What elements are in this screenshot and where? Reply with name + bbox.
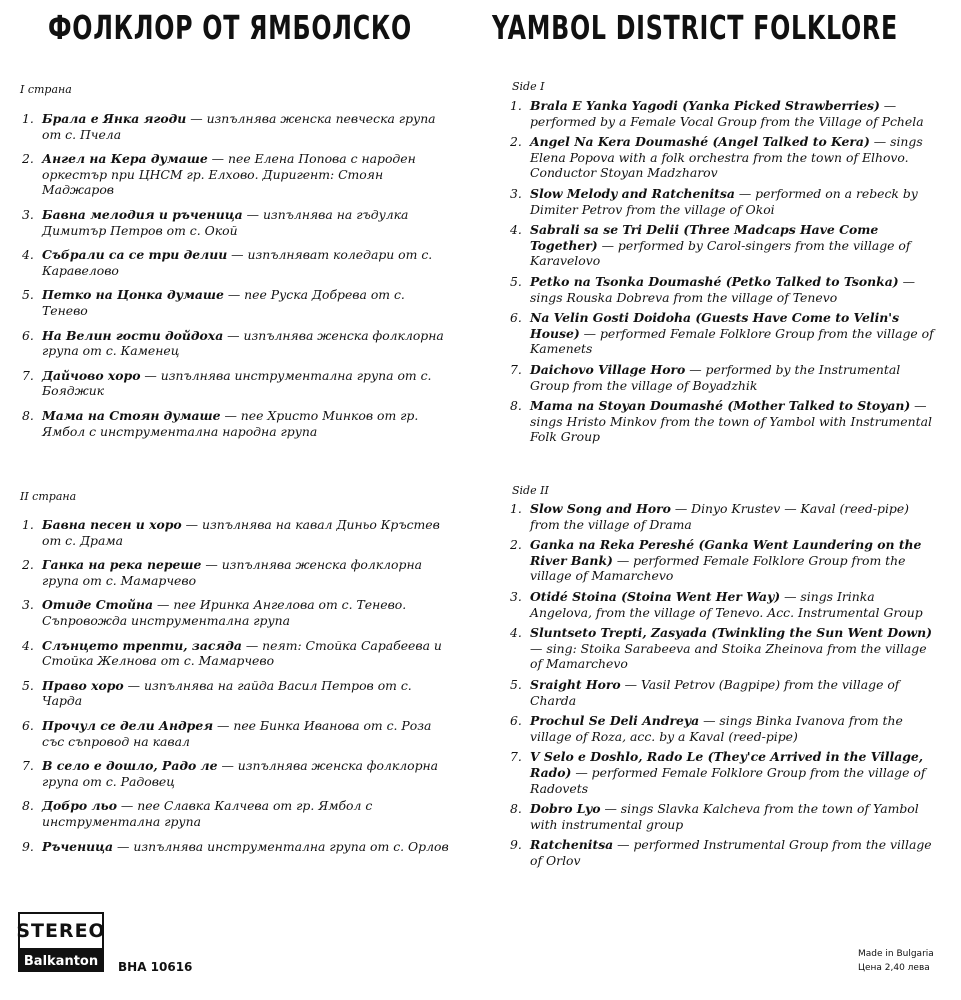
balkanton-logo-text: Balkanton [23, 953, 99, 969]
track-description: — пее Славка Калчева от гр. Ямбол с инструментална група [42, 798, 373, 829]
track-title: Sluntseto Trepti, Zasyada (Twinkling the Sun Went Down) [530, 625, 932, 641]
track-description: — изпълнява женска фолклорна група от с. Каменец [42, 327, 444, 359]
track-number: 3. [510, 185, 522, 201]
track-description: — пее Иринка Ангелова от с. Тенево. Съпровожда инструментална група [42, 597, 407, 628]
track-number: 4. [22, 247, 34, 263]
track-item [22, 798, 452, 829]
track-item [22, 718, 452, 749]
track-item [510, 713, 940, 744]
track-title: Ganka na Reka Pereshé (Ganka Went Laundering on the River Bank) [530, 537, 922, 568]
track-number: 1. [510, 501, 522, 516]
track-title: Дайчово хоро [42, 367, 141, 383]
made-in-price [858, 947, 934, 975]
track-item [22, 408, 452, 439]
track-title: На Велин гости дойдоха [42, 327, 224, 343]
track-item [22, 758, 452, 789]
track-number: 1. [22, 111, 34, 126]
track-description: — изпълнява на гайда Васил Петров от с. Чарда [42, 677, 412, 709]
made-in-label: Made in Bulgaria [858, 949, 934, 959]
track-description: — пее Елена Попова с народен оркестър при ЦНСМ гр. Елхово. Диригент: Стоян Маджаров [42, 151, 416, 198]
track-description: — performed by Carol-singers from the village of Karavelovo [530, 237, 911, 269]
track-item [22, 678, 452, 709]
english-side-1-track-list [510, 98, 940, 445]
track-number: 3. [22, 597, 34, 613]
track-title: Slow Song and Horo [530, 501, 671, 516]
track-description: — изпълнява на гъдулка Димитър Петров от с. Окой [42, 206, 409, 238]
track-title: Sabrali sa se Tri Delii (Three Madcaps Have Come Together) [530, 222, 879, 253]
english-side-2-label: Side II [512, 484, 549, 497]
track-number: 6. [22, 717, 34, 733]
bulgarian-side-1-track-list [22, 111, 452, 439]
track-description: — performed by the Instrumental Group from the village of Boyadzhik [530, 361, 901, 393]
track-number: 4. [510, 222, 522, 238]
track-item [510, 677, 940, 708]
track-number: 8. [510, 398, 522, 414]
track-description: — изпълнява на кавал Диньо Кръстев от с. Драма [42, 517, 440, 548]
track-title: Slow Melody and Ratchenitsa [530, 185, 735, 201]
track-number: 4. [510, 625, 522, 641]
bulgarian-side-1-label: I страна [20, 83, 72, 96]
track-number: 5. [510, 273, 522, 289]
track-item [510, 362, 940, 393]
track-item [22, 328, 452, 359]
track-item [22, 151, 452, 198]
track-title: Sraight Horo [530, 676, 621, 692]
bulgarian-side-2-label: II страна [20, 490, 77, 503]
track-title: Добро льо [42, 798, 117, 814]
track-description: — Dinyo Krustev — Kaval (reed-pipe) from the village of Drama [530, 501, 909, 532]
track-title: Petko na Tsonka Doumashé (Petko Talked to Tsonka) [530, 273, 899, 289]
track-item [22, 597, 452, 628]
track-description: — performed Female Folklore Group from the village of Mamarchevo [530, 552, 906, 584]
track-item [510, 801, 940, 832]
track-number: 2. [510, 134, 522, 150]
track-item [510, 398, 940, 445]
track-description: — пеят: Стойка Сарабеева и Стойка Желнова от с. Мамарчево [42, 637, 442, 669]
balkanton-logo [20, 950, 102, 972]
track-description: — sing: Stoika Sarabeeva and Stoika Zheinova from the village of Mamarchevo [530, 640, 927, 672]
track-number: 8. [22, 407, 34, 423]
track-item [510, 98, 940, 129]
track-title: Brala E Yanka Yagodi (Yanka Picked Strawberries) [530, 98, 880, 113]
stereo-logo-text: STEREO [16, 920, 106, 942]
bulgarian-title: ФОЛКЛОР ОТ ЯМБОЛСКО [48, 8, 412, 47]
catalog-number: BHA 10616 [118, 960, 193, 974]
track-title: Брала е Янка ягоди [42, 111, 187, 126]
track-description: — sings Binka Ivanova from the village of Roza, acc. by a Kaval (reed-pipe) [530, 713, 903, 744]
english-side-1-label: Side I [512, 80, 545, 93]
track-title: Mama na Stoyan Doumashé (Mother Talked to Stoyan) [530, 398, 911, 414]
track-item [22, 287, 452, 318]
track-item [22, 368, 452, 399]
track-description: — изпълнява женска фолклорна група от с. Радовец [42, 758, 439, 789]
track-item [510, 274, 940, 305]
track-item [510, 310, 940, 357]
track-number: 7. [510, 749, 522, 765]
track-description: — пее Бинка Иванова от с. Роза със съпровод на кавал [42, 717, 432, 749]
track-number: 2. [22, 557, 34, 573]
track-item [22, 207, 452, 238]
track-description: — sings Irinka Angelova, from the village of Tenevo. Acc. Instrumental Group [530, 588, 923, 620]
track-number: 9. [22, 838, 34, 854]
track-title: В село е дошло, Радо ле [42, 758, 218, 774]
track-description: — изпълнява инструментална група от с. Орлов [113, 838, 449, 854]
track-title: Бавна песен и хоро [42, 517, 182, 532]
track-title: Ангел на Кера думаше [42, 151, 208, 167]
track-number: 7. [510, 361, 522, 377]
track-description: — sings Rouska Dobreva from the village of Tenevo [530, 273, 915, 305]
track-item [510, 134, 940, 181]
track-number: 3. [22, 206, 34, 222]
track-title: Dobro Lyo [530, 801, 601, 817]
track-title: V Selo e Doshlo, Rado Le (They'ce Arrived in the Village, Rado) [530, 749, 924, 780]
track-number: 5. [22, 287, 34, 303]
track-item [510, 537, 940, 584]
track-description: — performed Female Folklore Group from the village of Kamenets [530, 325, 934, 357]
track-item [22, 839, 452, 855]
track-number: 1. [22, 517, 34, 532]
track-title: Слънцето трепти, засяда [42, 637, 242, 653]
track-number: 7. [22, 367, 34, 383]
track-title: Бавна мелодия и ръченица [42, 206, 243, 222]
bulgarian-side-2-track-list [22, 517, 452, 854]
track-number: 6. [22, 327, 34, 343]
track-number: 5. [510, 676, 522, 692]
track-description: — изпълнява инструментална група от с. Бояджик [42, 367, 432, 399]
track-item [22, 247, 452, 278]
track-description: — Vasil Petrov (Bagpipe) from the village of Charda [530, 676, 900, 708]
track-description: — sings Hristo Minkov from the town of Yambol with Instrumental Folk Group [530, 398, 932, 445]
track-number: 8. [22, 798, 34, 814]
english-title: YAMBOL DISTRICT FOLKLORE [492, 8, 898, 47]
track-description: — sings Elena Popova with a folk orchestra from the town of Elhovo. Conductor Stoyan Madzharov [530, 134, 923, 181]
track-number: 6. [510, 310, 522, 326]
track-number: 2. [22, 151, 34, 167]
track-title: Ганка на река переше [42, 557, 202, 573]
track-title: Prochul Se Deli Andreya [530, 713, 700, 729]
stereo-logo [16, 914, 106, 950]
track-description: — пее Руска Добрева от с. Тенево [42, 287, 405, 318]
track-description: — изпълняват коледари от с. Каравелово [42, 247, 433, 278]
track-item [22, 557, 452, 588]
track-title: Daichovo Village Horo [530, 361, 686, 377]
track-title: Прочул се дели Андрея [42, 717, 214, 733]
track-number: 8. [510, 801, 522, 817]
track-title: Otidé Stoina (Stoina Went Her Way) [530, 588, 781, 604]
english-side-2-track-list [510, 501, 940, 868]
track-number: 2. [510, 537, 522, 553]
track-description: — performed on a rebeck by Dimiter Petrov from the village of Okoi [530, 185, 918, 217]
track-description: — пее Христо Минков от гр. Ямбол с инструментална народна група [42, 407, 419, 439]
track-number: 9. [510, 837, 522, 853]
track-number: 4. [22, 637, 34, 653]
track-item [22, 638, 452, 669]
track-title: Събрали са се три делии [42, 247, 228, 263]
track-title: Na Velin Gosti Doidoha (Guests Have Come to Velin's House) [530, 310, 900, 341]
track-title: Angel Na Kera Doumashé (Angel Talked to Kera) [530, 134, 870, 150]
track-title: Петко на Цонка думаше [42, 287, 224, 303]
track-title: Ratchenitsa [530, 837, 614, 853]
track-description: — performed by a Female Vocal Group from the Village of Pchela [530, 98, 924, 129]
track-item [22, 111, 452, 142]
track-description: — performed Instrumental Group from the village of Orlov [530, 837, 932, 868]
track-item [510, 749, 940, 796]
track-item [510, 589, 940, 620]
track-description: — sings Slavka Kalcheva from the town of Yambol with instrumental group [530, 801, 919, 832]
track-title: Право хоро [42, 677, 124, 693]
track-item [510, 222, 940, 269]
track-title: Мама на Стоян думаше [42, 407, 221, 423]
track-item [22, 517, 452, 548]
track-item [510, 501, 940, 532]
track-title: Отиде Стойна [42, 597, 154, 613]
track-item [510, 837, 940, 868]
price-label: Цена 2,40 лева [858, 963, 930, 973]
track-item [510, 186, 940, 217]
track-number: 1. [510, 98, 522, 113]
stereo-balkanton-logo [18, 912, 104, 972]
track-title: Ръченица [42, 838, 114, 854]
track-description: — performed Female Folklore Group from the village of Radovets [530, 764, 926, 796]
track-number: 3. [510, 588, 522, 604]
track-description: — изпълнява женска певческа група от с. Пчела [42, 111, 436, 142]
track-number: 5. [22, 677, 34, 693]
track-number: 6. [510, 713, 522, 729]
track-description: — изпълнява женска фолклорна група от с. Мамарчево [42, 557, 422, 588]
track-item [510, 625, 940, 672]
track-number: 7. [22, 758, 34, 774]
